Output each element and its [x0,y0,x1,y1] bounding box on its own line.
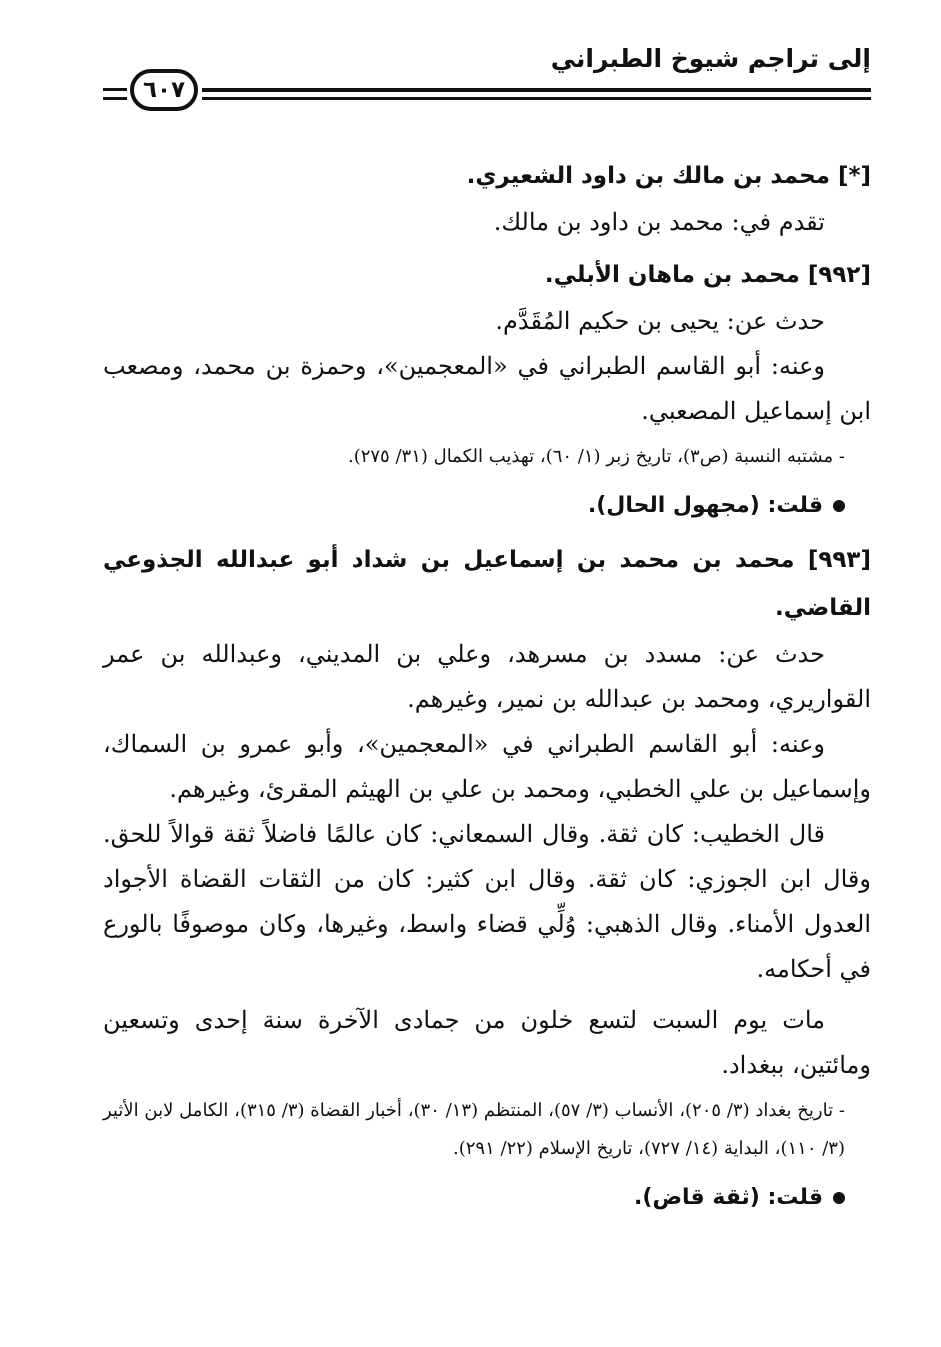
entry-heading: [٩٩٣] محمد بن محمد بن إسماعيل بن شداد أبو عبدالله الجذوعي القاضي. [103,547,871,621]
entry-heading: [٩٩٢] محمد بن ماهان الأبلي. [544,262,871,288]
entry-line: قال الخطيب: كان ثقة. وقال السمعاني: كان عالمًا فاضلاً ثقة قوالاً للحق. وقال ابن الجوزي: كان ثقة. وقال ابن كثير: كان من الثقات القضاة الأجواد العدول الأمناء. وقال الذهبي: وُلِّي قضاء واسط، وغيرها، وكان موصوفًا بالورع في أحكامه. [103,820,871,983]
page-body [103,152,871,1222]
header-rule-stub-bottom [103,97,127,100]
verdict-text: قلت: (ثقة قاض). [634,1185,823,1210]
entry-line: حدث عن: يحيى بن حكيم المُقَدَّم. [495,307,825,335]
verdict-line [103,482,871,530]
entry-line: مات يوم السبت لتسع خلون من جمادى الآخرة سنة إحدى وتسعين ومائتين، ببغداد. [103,1006,871,1079]
bullet-icon [833,1192,845,1204]
entry-line: وعنه: أبو القاسم الطبراني في «المعجمين»، وأبو عمرو بن السماك، وإسماعيل بن علي الخطبي، ومحمد بن علي بن الهيثم المقرئ، وغيرهم. [103,730,871,803]
verdict-text: قلت: (مجهول الحال). [587,493,823,518]
header-rule-top [202,88,871,92]
sources-note: - تاريخ بغداد (٣/ ٢٠٥)، الأنساب (٣/ ٥٧)، المنتظم (١٣/ ٣٠)، أخبار القضاة (٣/ ٣١٥)، الكامل لابن الأثير (٣/ ١١٠)، البداية (١٤/ ٧٢٧)، تاريخ الإسلام (٢٢/ ٢٩١). [103,1100,845,1159]
entry-line: تقدم في: محمد بن داود بن مالك. [493,208,825,236]
header-rule-stub-top [103,88,127,91]
page-header [103,38,871,118]
running-title: إلى تراجم شيوخ الطبراني [550,44,871,73]
sources-note: - مشتبه النسبة (ص٣)، تاريخ زبر (١/ ٦٠)، تهذيب الكمال (٣١/ ٢٧٥). [347,446,845,467]
entry-line: وعنه: أبو القاسم الطبراني في «المعجمين»، وحمزة بن محمد، ومصعب ابن إسماعيل المصعبي. [103,352,871,425]
bullet-icon [833,500,845,512]
entry-line: حدث عن: مسدد بن مسرهد، وعلي بن المديني، وعبدالله بن عمر القواريري، ومحمد بن عبدالله بن نمير، وغيرهم. [103,640,871,713]
verdict-line [103,1174,871,1222]
page-number-badge: ٦٠٧ [130,69,198,111]
entry-heading: [*] محمد بن مالك بن داود الشعيري. [466,163,871,189]
header-rule-bottom [202,97,871,100]
